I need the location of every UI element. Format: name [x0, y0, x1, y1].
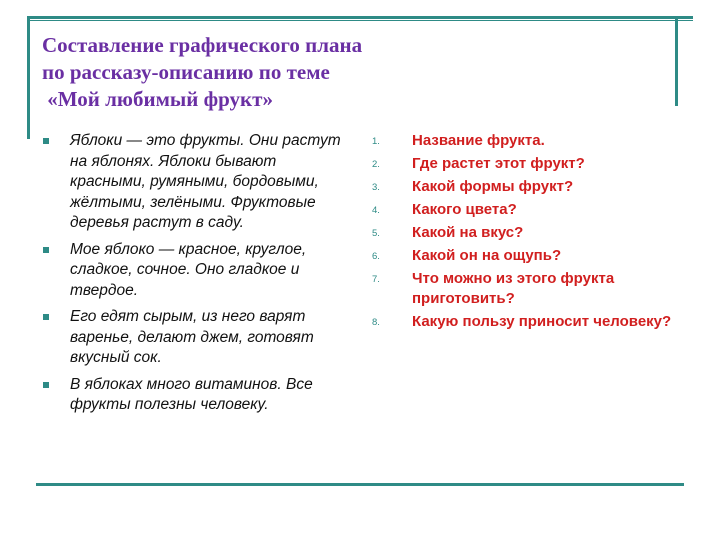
frame-line-left — [27, 16, 30, 139]
square-bullet-icon — [43, 314, 49, 320]
plan-question-item — [372, 246, 672, 266]
plan-question-item — [372, 269, 672, 308]
question-text: Какой формы фрукт? — [412, 178, 574, 195]
question-text: Где растет этот фрукт? — [412, 155, 585, 172]
slide-title-line-1: Составление графического плана — [42, 33, 363, 57]
question-number: 7. — [372, 274, 380, 285]
question-text: Какого цвета? — [412, 201, 517, 218]
story-bullet-text: Яблоки — это фрукты. Они растут на яблонях. Яблоки бывают красными, румяными, бордовыми, жёлтыми, зелёными. Фруктовые деревья растут в саду. — [70, 132, 341, 231]
question-text: Название фрукта. — [412, 132, 545, 149]
slide-title-line-3: «Мой любимый фрукт» — [42, 87, 273, 111]
question-number: 4. — [372, 205, 380, 216]
story-bullet-item — [40, 307, 345, 369]
plan-question-item — [372, 177, 672, 197]
plan-question-item — [372, 223, 672, 243]
frame-line-bottom — [36, 483, 684, 486]
frame-line-right — [675, 16, 678, 106]
slide-title-line-2: по рассказу-описанию по теме — [42, 60, 330, 84]
story-bullet-text: Его едят сырым, из него варят варенье, делают джем, готовят вкусный сок. — [70, 308, 314, 366]
plan-question-item — [372, 312, 672, 332]
plan-question-list — [372, 131, 672, 335]
story-bullet-text: Мое яблоко — красное, круглое, сладкое, сочное. Оно гладкое и твердое. — [70, 240, 307, 299]
story-bullet-item — [40, 240, 345, 302]
question-number: 5. — [372, 228, 380, 239]
question-text: Какой на вкус? — [412, 224, 524, 241]
slide-title — [42, 32, 642, 113]
frame-line-top-thin — [27, 20, 693, 21]
question-number: 8. — [372, 316, 380, 328]
square-bullet-icon — [43, 138, 49, 144]
question-number: 1. — [372, 136, 380, 147]
plan-question-item — [372, 131, 672, 151]
square-bullet-icon — [43, 247, 49, 253]
question-number: 6. — [372, 251, 380, 262]
plan-question-item — [372, 200, 672, 220]
story-bullet-item — [40, 131, 345, 234]
story-bullet-item — [40, 375, 345, 416]
question-number: 3. — [372, 182, 380, 193]
question-text: Какой он на ощупь? — [412, 247, 562, 264]
plan-question-item — [372, 154, 672, 174]
question-text: Какую пользу приносит человеку? — [412, 312, 672, 330]
story-bullet-text: В яблоках много витаминов. Все фрукты полезны человеку. — [70, 375, 313, 413]
question-number: 2. — [372, 159, 380, 170]
frame-line-top — [27, 16, 693, 19]
story-bullet-list — [40, 131, 345, 422]
question-text: Что можно из этого фрукта приготовить? — [412, 270, 615, 307]
square-bullet-icon — [43, 382, 49, 388]
